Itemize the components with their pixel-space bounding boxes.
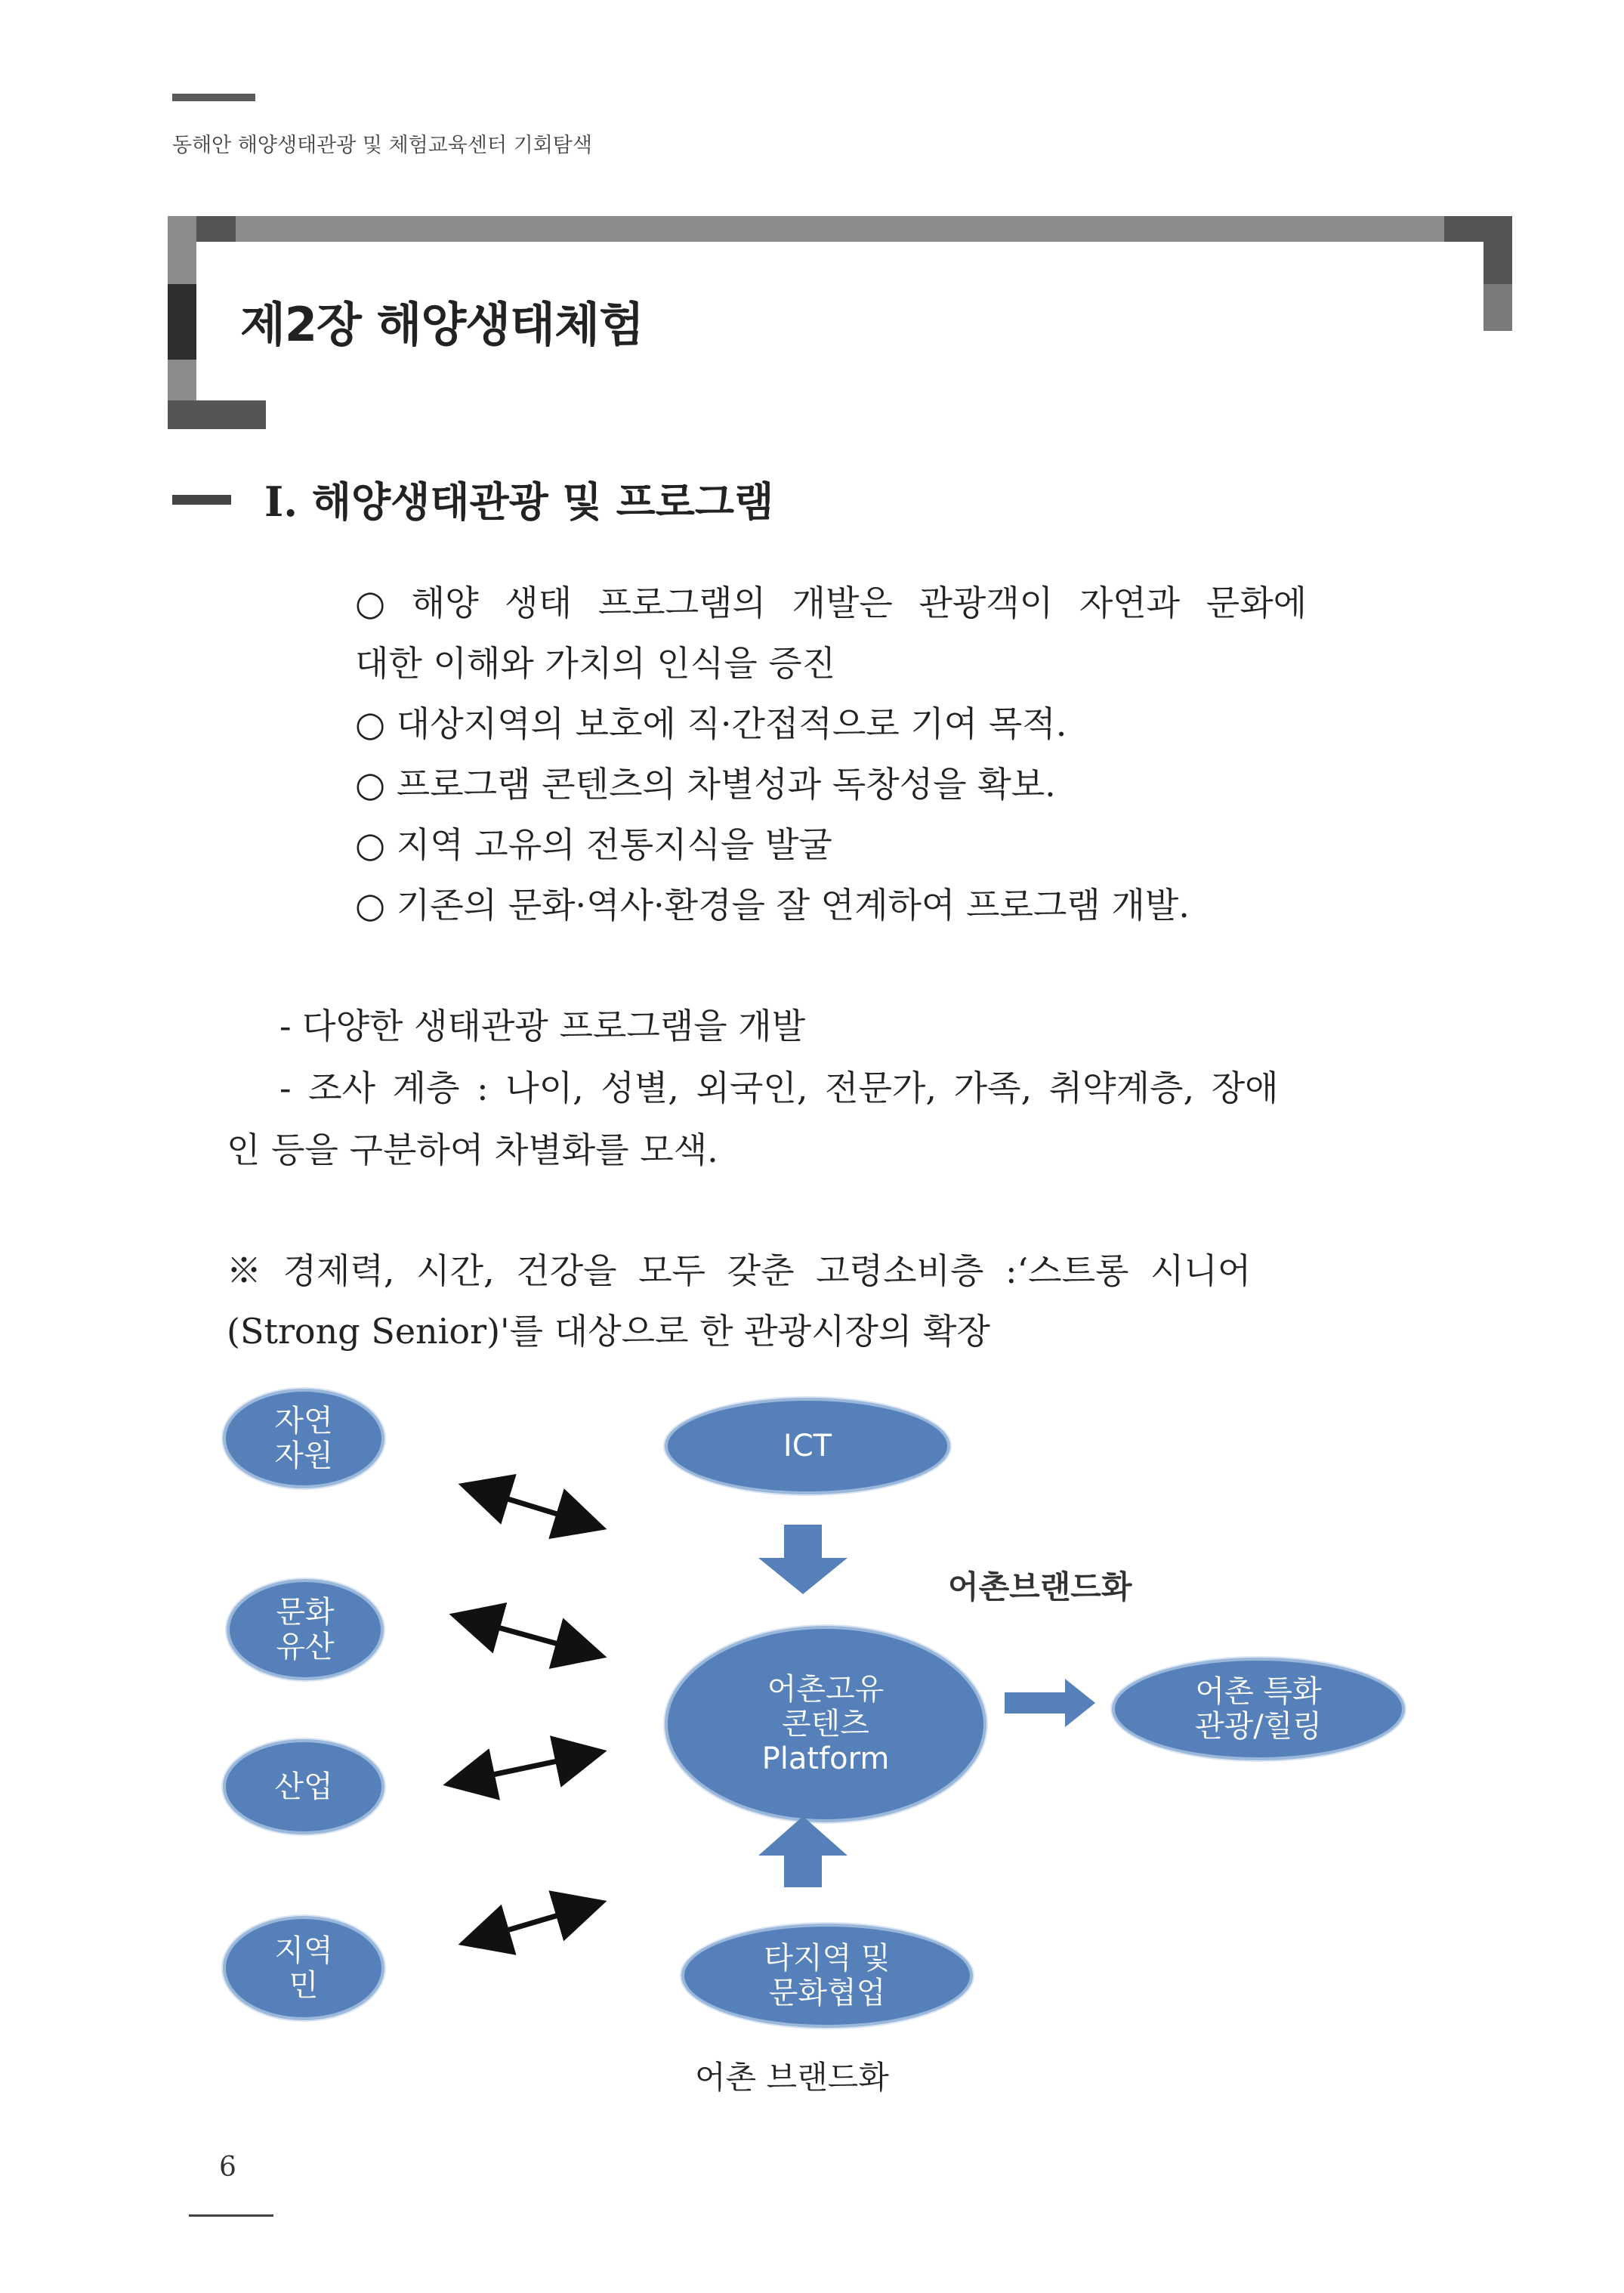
node-industry: 산업 <box>223 1739 384 1834</box>
chapter-title: 제2장 해양생태체험 <box>240 297 644 352</box>
figure-caption: 어촌 브랜드화 <box>695 2059 889 2096</box>
node-tourism-healing: 어촌 특화 관광/힐링 <box>1112 1658 1405 1760</box>
bullet-text: ○ 해양 생태 프로그램의 개발은 관광객이 자연과 문화에 <box>355 583 1308 623</box>
bullet-line-4: ○ 프로그램 콘텐츠의 차별성과 독창성을 확보. <box>355 764 1056 805</box>
bullet-line-3: ○ 대상지역의 보호에 직·간접적으로 기여 목적. <box>355 703 1067 744</box>
note-line-2: (Strong Senior)'를 대상으로 한 관광시장의 확장 <box>227 1311 990 1352</box>
double-arrow-1 <box>468 1487 597 1526</box>
node-platform: 어촌고유 콘텐츠 Platform <box>665 1626 986 1822</box>
node-residents: 지역 민 <box>223 1916 384 2020</box>
node-natural-resources: 자연 자원 <box>223 1389 384 1488</box>
node-ict: ICT <box>665 1398 950 1494</box>
page-number-rule <box>189 2214 273 2217</box>
bullet-line-5: ○ 지역 고유의 전통지식을 발굴 <box>355 824 832 865</box>
note-line-1: ※ 경제력, 시간, 건강을 모두 갖춘 고령소비층 :‘스트롱 시니어 <box>227 1250 1252 1291</box>
right-arrow <box>1005 1679 1095 1727</box>
dash-item-3: 인 등을 구분하여 차별화를 모색. <box>227 1130 718 1170</box>
dash-item-2: - 조사 계층 : 나이, 성별, 외국인, 전문가, 가족, 취약계층, 장애 <box>279 1068 1279 1108</box>
double-arrow-3 <box>453 1753 597 1783</box>
branding-label: 어촌브랜드화 <box>948 1568 1132 1605</box>
bullet-line-6: ○ 기존의 문화·역사·환경을 잘 연계하여 프로그램 개발. <box>355 885 1190 926</box>
double-arrow-4 <box>468 1904 597 1942</box>
dash-item-1: - 다양한 생태관광 프로그램을 개발 <box>279 1006 806 1046</box>
bullet-line-2: 대한 이해와 가치의 인식을 증진 <box>355 643 836 684</box>
section-title: Ⅰ. 해양생태관광 및 프로그램 <box>264 477 774 526</box>
node-cultural-heritage: 문화 유산 <box>227 1579 384 1680</box>
running-title: 동해안 해양생태관광 및 체험교육센터 기회탐색 <box>172 134 592 157</box>
page-number: 6 <box>219 2152 236 2183</box>
double-arrow-2 <box>459 1617 597 1655</box>
node-collaboration: 타지역 및 문화협업 <box>681 1924 973 2028</box>
down-arrow <box>758 1525 848 1594</box>
up-arrow <box>758 1816 848 1887</box>
